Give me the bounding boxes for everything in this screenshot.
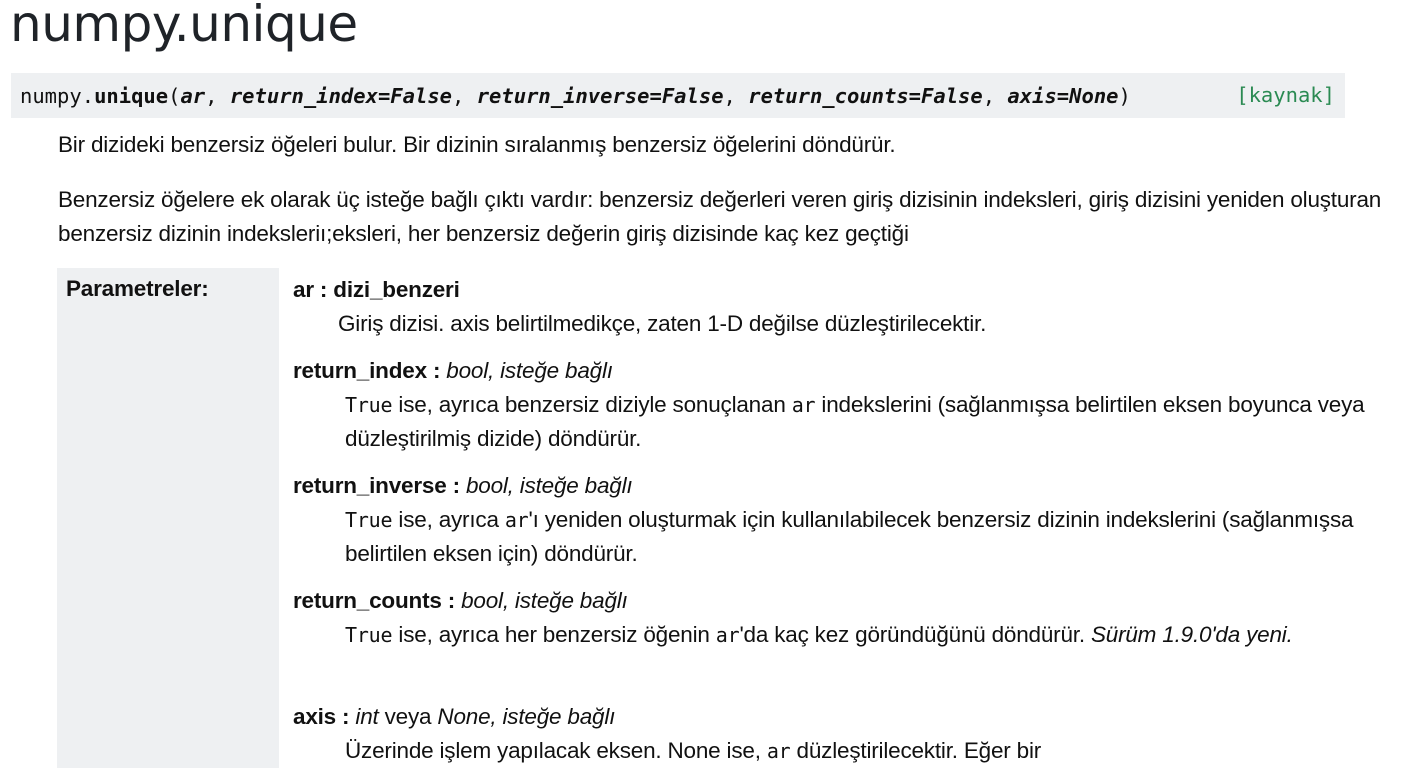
param-description	[345, 618, 1393, 652]
inline-code: True	[345, 623, 393, 647]
signature-separator: ,	[723, 83, 749, 108]
param-return-counts-header	[293, 587, 1393, 615]
signature-module: numpy.	[20, 83, 95, 108]
desc-text: düzleştirilecektir. Eğer bir	[790, 738, 1042, 763]
signature-function-name: unique	[94, 83, 169, 108]
param-name: return_inverse	[293, 473, 447, 498]
inline-code: ar	[715, 623, 740, 647]
extended-description: Benzersiz öğelere ek olarak üç isteğe bağlı çıktı vardır: benzersiz değerleri veren giriş dizisinin indeksleri, giriş dizisini yeniden oluşturan benzersiz dizinin indeksleriı;eksleri, her benzersiz değerin giriş dizisinde kaç kez geçtiği	[58, 187, 1382, 246]
param-return-counts	[293, 587, 1393, 652]
param-name: axis	[293, 704, 336, 729]
param-axis	[293, 703, 1393, 768]
desc-text: 'da kaç kez göründüğünü döndürür.	[739, 622, 1091, 647]
parameters-label-cell	[57, 268, 279, 768]
desc-text: 'ı yeniden oluşturmak için kullanılabilecek benzersiz dizinin indekslerini (sağlanmışsa belirtilen eksen için) döndürür.	[345, 507, 1354, 566]
param-name: return_index	[293, 358, 427, 383]
param-description	[345, 503, 1393, 571]
signature-param-return-inverse: return_inverse=False	[476, 83, 724, 108]
param-separator: :	[426, 358, 447, 383]
param-description	[345, 734, 1393, 768]
param-name: ar	[293, 277, 314, 302]
param-type: bool, isteğe bağlı	[446, 358, 613, 383]
param-separator: :	[313, 277, 334, 302]
summary-text: Bir dizideki benzersiz öğeleri bulur. Bir dizinin sıralanmış benzersiz öğelerini döndürür.	[58, 132, 896, 157]
param-return-index	[293, 357, 1393, 456]
inline-code: True	[345, 508, 393, 532]
param-return-inverse-header	[293, 472, 1393, 500]
version-note: Sürüm 1.9.0'da yeni.	[1090, 622, 1293, 647]
param-description	[345, 388, 1393, 456]
desc-text: Üzerinde işlem yapılacak eksen. None ise,	[345, 738, 767, 763]
signature-open-paren: (	[168, 83, 181, 108]
signature-close-paren: )	[1118, 83, 1131, 108]
source-link[interactable]: [kaynak]	[1236, 83, 1335, 107]
param-description: Giriş dizisi. axis belirtilmedikçe, zaten 1-D değilse düzleştirilecektir.	[338, 311, 987, 336]
param-axis-header	[293, 703, 1393, 731]
param-separator: :	[336, 704, 356, 729]
param-type-connector: veya	[378, 704, 438, 729]
signature-separator: ,	[205, 83, 230, 108]
param-separator: :	[441, 588, 462, 613]
param-ar	[293, 276, 1393, 341]
signature-param-return-index: return_index=False	[229, 83, 453, 108]
page-title: numpy.unique	[10, 0, 358, 53]
signature-separator: ,	[452, 83, 477, 108]
inline-code: ar	[766, 739, 791, 763]
param-separator: :	[446, 473, 466, 498]
inline-code: ar	[504, 508, 529, 532]
parameters-section	[57, 268, 1397, 768]
param-type: dizi_benzeri	[333, 277, 460, 302]
inline-code: ar	[791, 393, 816, 417]
param-return-index-header	[293, 357, 1393, 385]
desc-text: ise, ayrıca benzersiz diziyle sonuçlanan	[392, 392, 792, 417]
param-type: int	[355, 704, 379, 729]
param-type: None, isteğe bağlı	[437, 704, 616, 729]
desc-text: ise, ayrıca her benzersiz öğenin	[392, 622, 716, 647]
desc-text: ise, ayrıca	[392, 507, 505, 532]
param-name: return_counts	[293, 588, 442, 613]
param-type: bool, isteğe bağlı	[461, 588, 628, 613]
parameters-label: Parametreler:	[66, 276, 209, 301]
function-signature	[11, 73, 1345, 118]
param-ar-header	[293, 276, 1393, 304]
signature-param-ar: ar	[180, 83, 206, 108]
param-type: bool, isteğe bağlı	[465, 473, 633, 498]
desc-text: indekslerini (sağlanmışsa belirtilen eksen boyunca veya düzleştirilmiş dizide) döndürür.	[345, 392, 1365, 451]
param-return-inverse	[293, 472, 1393, 571]
signature-param-return-counts: return_counts=False	[748, 83, 983, 108]
signature-param-axis: axis=None	[1007, 83, 1119, 108]
signature-separator: ,	[982, 83, 1008, 108]
inline-code: True	[345, 393, 393, 417]
